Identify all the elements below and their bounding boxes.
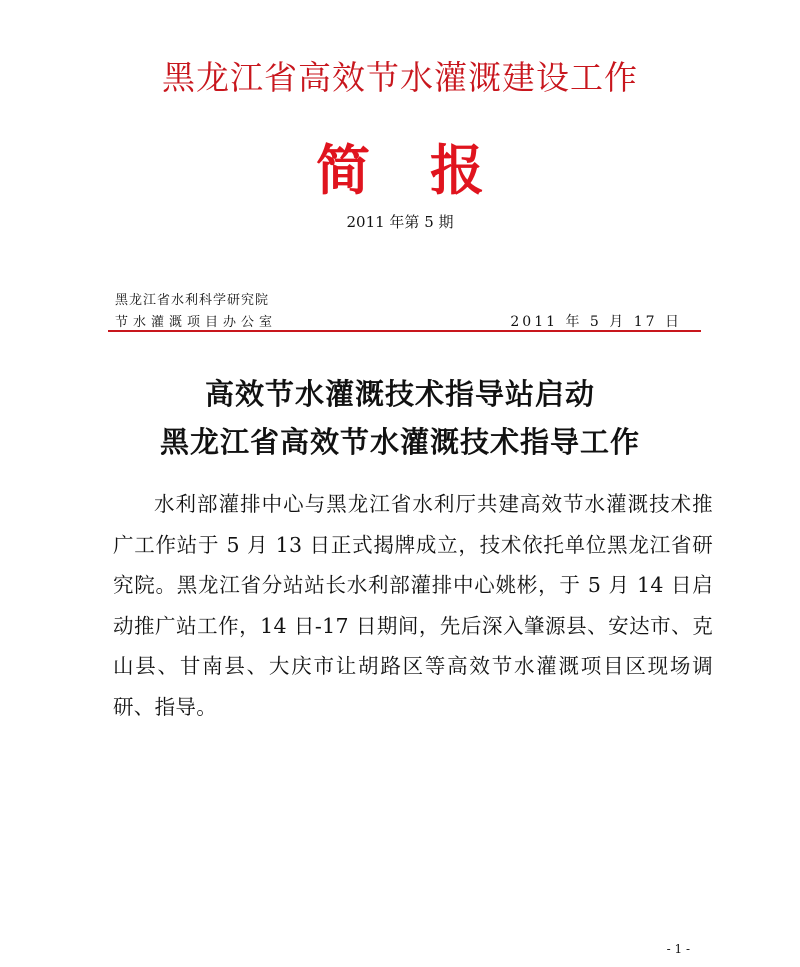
article-headline-line1: 高效节水灌溉技术指导站启动 xyxy=(204,377,595,411)
header-divider xyxy=(108,330,701,332)
issue-date: 2011 年 5 月 17 日 xyxy=(510,314,682,330)
masthead-title: 黑龙江省高效节水灌溉建设工作 xyxy=(162,58,638,97)
issuer-office: 节水灌溉项目办公室 xyxy=(115,315,278,330)
issuer-institute: 黑龙江省水利科学研究院 xyxy=(115,293,270,308)
issue-number: 2011 年第 5 期 xyxy=(346,213,454,231)
bulletin-label: 简报 xyxy=(316,139,544,202)
page-number: - 1 - xyxy=(666,942,690,956)
article-headline-line2: 黑龙江省高效节水灌溉技术指导工作 xyxy=(159,425,640,459)
article-body: 水利部灌排中心与黑龙江省水利厅共建高效节水灌溉技术推广工作站于 5 月 13 日正式揭牌成立，技术依托单位黑龙江省研究院。黑龙江省分站站长水利部灌排中心姚彬，于 5 月 14 日启动推广站工作，14 日-17 日期间，先后深入肇源县、安达市、克山县、甘南县、大庆市让胡路区等高效节水灌溉项目区现场调研、指导。 xyxy=(113,492,713,719)
